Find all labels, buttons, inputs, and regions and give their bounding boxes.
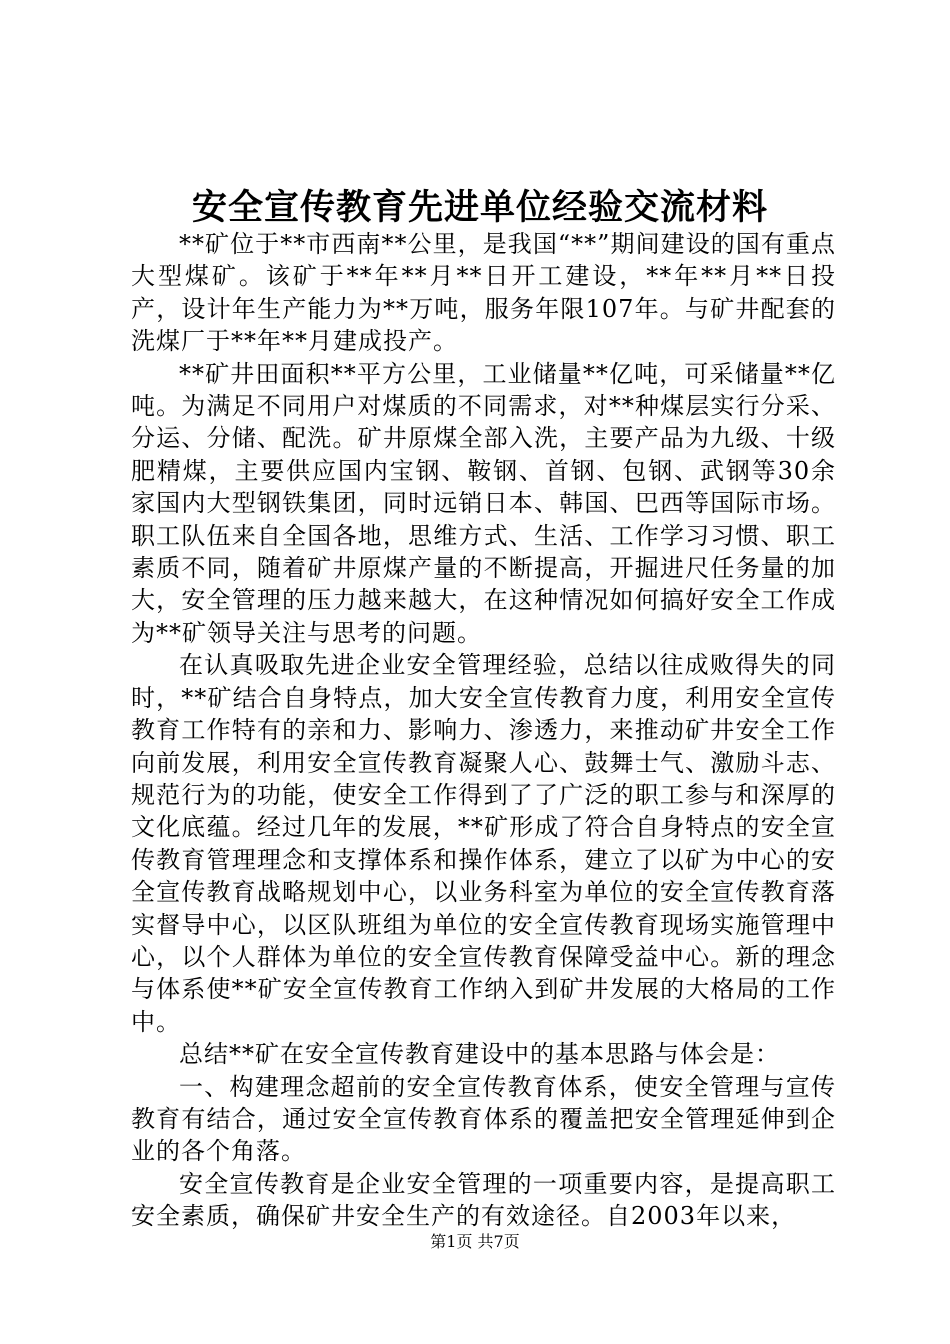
paragraph-section-one-body: 安全宣传教育是企业安全管理的一项重要内容，是提高职工安全素质，确保矿井安全生产的有效途径。自2003年以来， xyxy=(131,1169,836,1231)
paragraph-mine-overview: **矿井田面积**平方公里，工业储量**亿吨，可采储量**亿吨。为满足不同用户对煤质的不同需求，对**种煤层实行分采、分运、分储、配洗。矿井原煤全部入洗，主要产品为九级、十级肥精煤，主要供应国内宝钢、鞍钢、首钢、包钢、武钢等30余家国内大型钢铁集团，同时远销日本、韩国、巴西等国际市场。职工队伍来自全国各地，思维方式、生活、工作学习习惯、职工素质不同，随着矿井原煤产量的不断提高，开掘进尺任务量的加大，安全管理的压力越来越大，在这种情况如何搞好安全工作成为**矿领导关注与思考的问题。 xyxy=(131,359,836,647)
document-body xyxy=(131,228,836,1233)
document-title: 安全宣传教育先进单位经验交流材料 xyxy=(191,187,768,228)
paragraph-summary-lead: 总结**矿在安全宣传教育建设中的基本思路与体会是： xyxy=(179,1040,780,1069)
paragraph-intro: **矿位于**市西南**公里，是我国“**”期间建设的国有重点大型煤矿。该矿于**年**月**日开工建设，**年**月**日投产，设计年生产能力为**万吨，服务年限107年。与矿井配套的洗煤厂于**年**月建成投产。 xyxy=(131,230,836,356)
paragraph-section-one-heading: 一、构建理念超前的安全宣传教育体系，使安全管理与宣传教育有结合，通过安全宣传教育体系的覆盖把安全管理延伸到企业的各个角落。 xyxy=(131,1072,836,1166)
paragraph-safety-system: 在认真吸取先进企业安全管理经验，总结以往成败得失的同时，**矿结合自身特点，加大安全宣传教育力度，利用安全宣传教育工作特有的亲和力、影响力、渗透力，来推动矿井安全工作向前发展，利用安全宣传教育凝聚人心、鼓舞士气、激励斗志、规范行为的功能，使安全工作得到了了广泛的职工参与和深厚的文化底蕴。经过几年的发展，**矿形成了符合自身特点的安全宣传教育管理理念和支撑体系和操作体系，建立了以矿为中心的安全宣传教育战略规划中心，以业务科室为单位的安全宣传教育落实督导中心，以区队班组为单位的安全宣传教育现场实施管理中心，以个人群体为单位的安全宣传教育保障受益中心。新的理念与体系使**矿安全宣传教育工作纳入到矿井发展的大格局的工作中。 xyxy=(131,651,836,1036)
page-number-footer: 第1页 共7页 xyxy=(430,1232,520,1251)
